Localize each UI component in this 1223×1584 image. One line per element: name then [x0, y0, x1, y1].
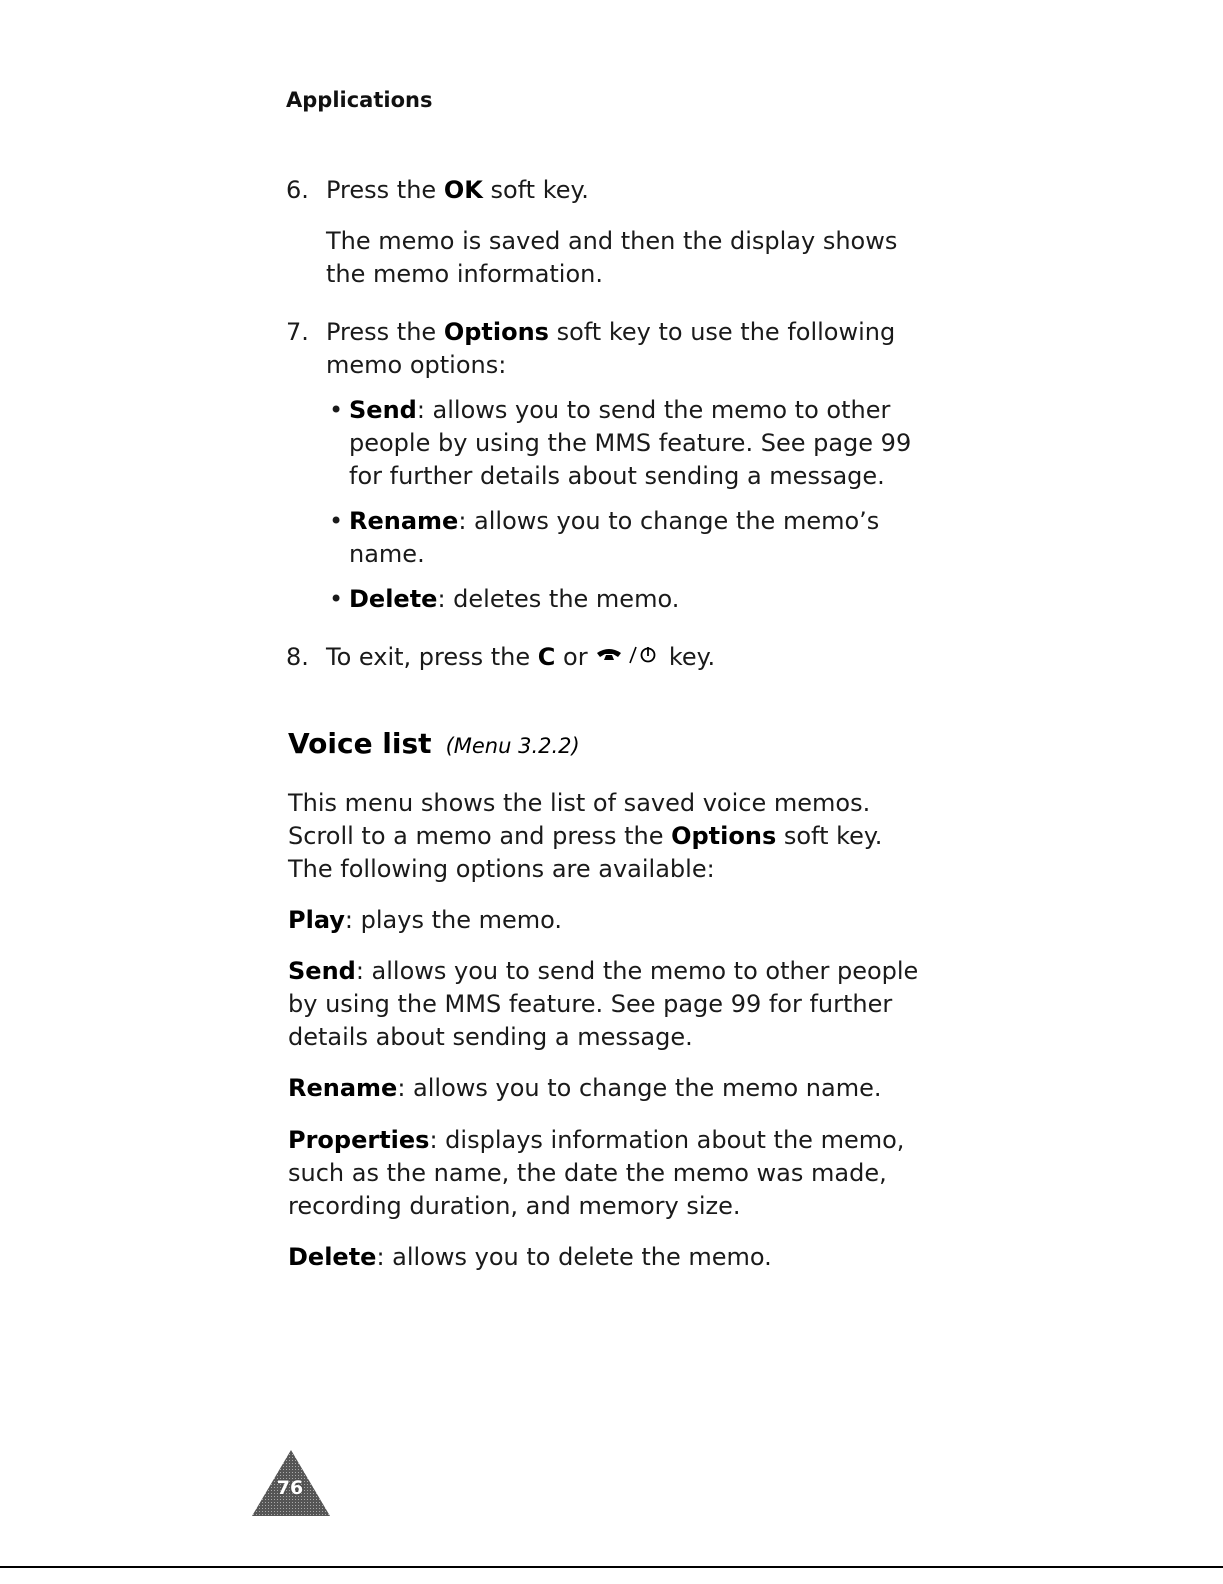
option-rename: Rename: allows you to change the memo name.	[288, 1074, 882, 1102]
end-power-key-icon	[595, 643, 661, 676]
intro-line: The following options are available:	[288, 855, 715, 883]
step-8-text: To exit, press the C or key.	[326, 641, 715, 676]
intro-line: Scroll to a memo and press the Options soft key.	[288, 822, 883, 850]
step-6-description-line: the memo information.	[326, 260, 603, 288]
bullet-dot: •	[329, 396, 344, 424]
menu-reference: (Menu 3.2.2)	[445, 734, 580, 758]
option-send-line: details about sending a message.	[288, 1023, 693, 1051]
section-header: Applications	[286, 88, 433, 112]
step-number: 8.	[286, 643, 309, 671]
step-6-description-line: The memo is saved and then the display shows	[326, 227, 898, 255]
option-delete: Delete: allows you to delete the memo.	[288, 1243, 772, 1271]
page-bottom-rule	[0, 1566, 1223, 1568]
bullet-send: Send: allows you to send the memo to other	[349, 396, 891, 424]
intro-line: This menu shows the list of saved voice memos.	[288, 789, 871, 817]
step-number: 7.	[286, 318, 309, 346]
bullet-dot: •	[329, 507, 344, 535]
step-7-text-line: memo options:	[326, 351, 507, 379]
section-title: Voice list (Menu 3.2.2)	[288, 727, 580, 760]
option-send: Send: allows you to send the memo to other people	[288, 957, 919, 985]
option-properties-line: recording duration, and memory size.	[288, 1192, 741, 1220]
step-number: 6.	[286, 176, 309, 204]
bullet-rename: Rename: allows you to change the memo’s	[349, 507, 880, 535]
option-play: Play: plays the memo.	[288, 906, 563, 934]
bullet-delete: Delete: deletes the memo.	[349, 585, 680, 613]
step-6-text: Press the OK soft key.	[326, 176, 589, 204]
option-send-line: by using the MMS feature. See page 99 for further	[288, 990, 893, 1018]
bullet-rename-line: name.	[349, 540, 425, 568]
bullet-send-line: people by using the MMS feature. See page 99	[349, 429, 912, 457]
bullet-send-line: for further details about sending a message.	[349, 462, 885, 490]
page-number: 76	[276, 1477, 304, 1499]
bullet-dot: •	[329, 585, 344, 613]
option-properties-line: such as the name, the date the memo was made,	[288, 1159, 887, 1187]
step-7-text: Press the Options soft key to use the following	[326, 318, 896, 346]
option-properties: Properties: displays information about the memo,	[288, 1126, 905, 1154]
